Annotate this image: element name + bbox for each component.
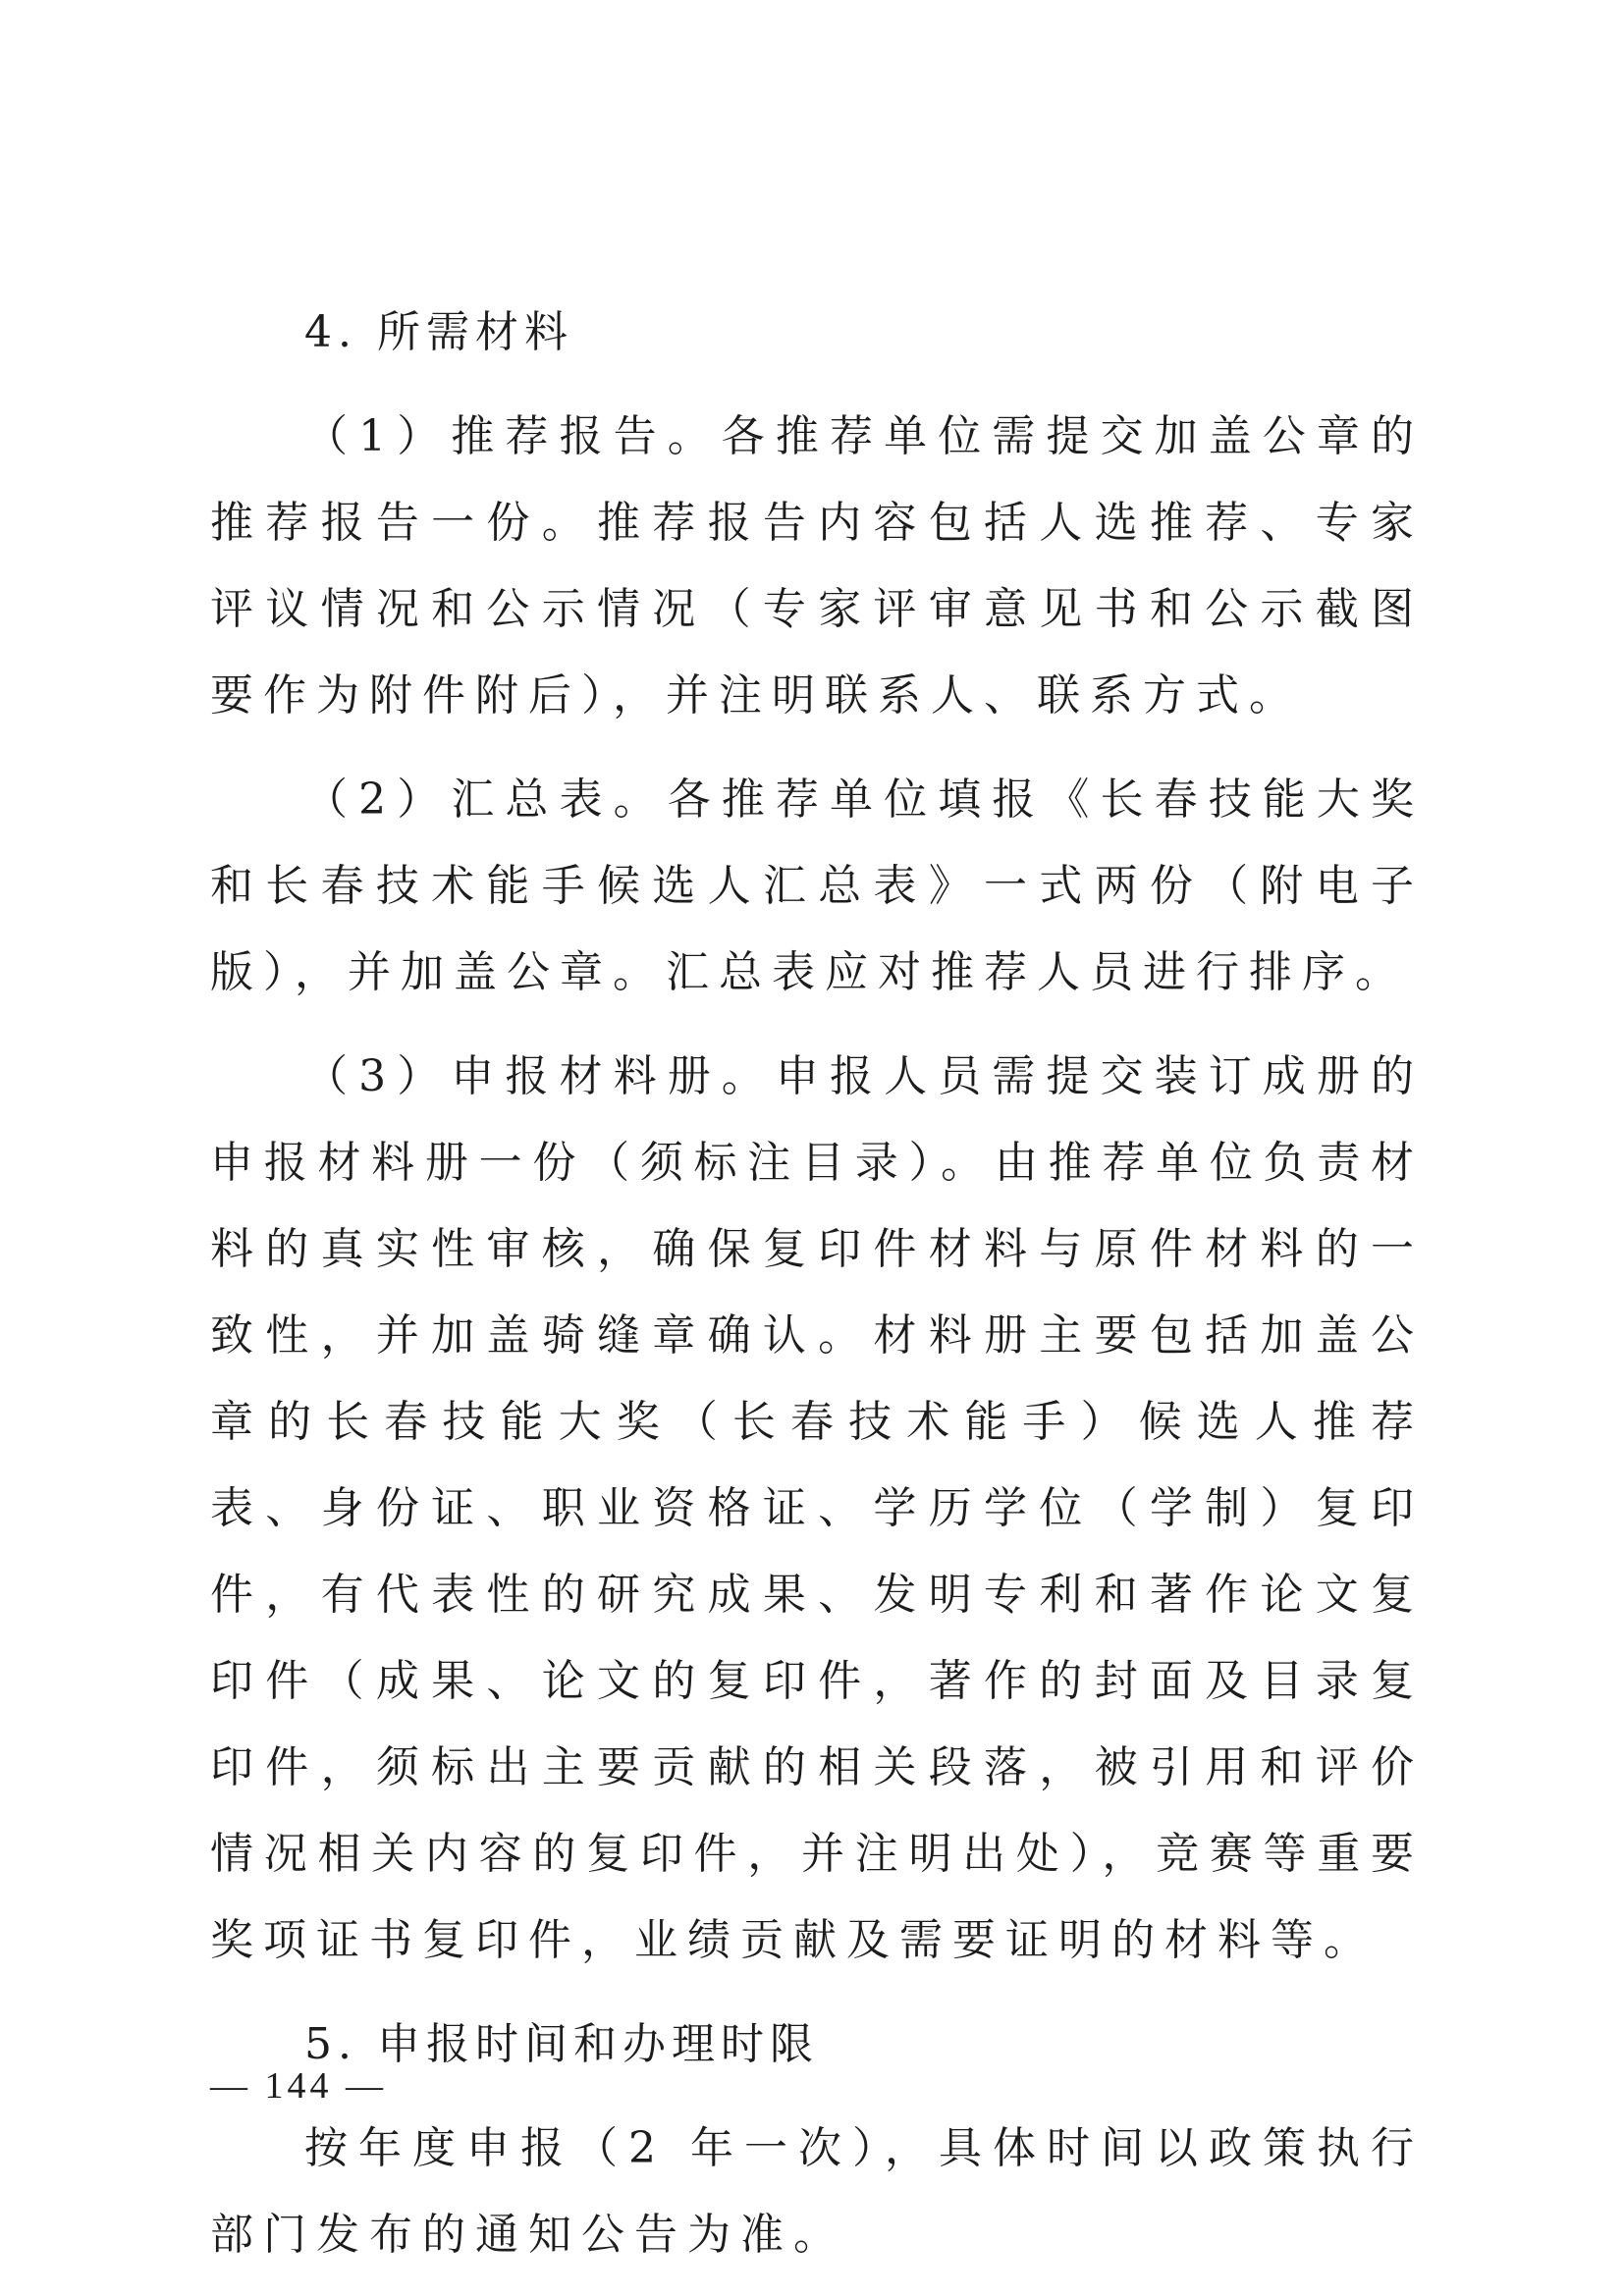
section-heading-application-time: 5. 申报时间和办理时限 [304,2019,819,2069]
document-body [210,290,1424,2296]
paragraph-summary-table: （2）汇总表。各推荐单位填报《长春技能大奖和长春技术能手候选人汇总表》一式两份（附电子版），并加盖公章。汇总表应对推荐人员进行排序。 [210,774,1424,997]
section-heading-required-materials: 4. 所需材料 [304,307,573,357]
paragraph-application-schedule: 按年度申报（2 年一次），具体时间以政策执行部门发布的通知公告为准。 [210,2123,1424,2260]
page-number: — 144 — [210,2065,387,2107]
paragraph-application-materials: （3）申报材料册。申报人员需提交装订成册的申报材料册一份（须标注目录）。由推荐单位负责材料的真实性审核，确保复印件材料与原件材料的一致性，并加盖骑缝章确认。材料册主要包括加盖公章的长春技能大奖（长春技术能手）候选人推荐表、身份证、职业资格证、学历学位（学制）复印件，有代表性的研究成果、发明专利和著作论文复印件（成果、论文的复印件，著作的封面及目录复印件，须标出主要贡献的相关段落，被引用和评价情况相关内容的复印件，并注明出处），竞赛等重要奖项证书复印件，业绩贡献及需要证明的材料等。 [210,1051,1424,1965]
paragraph-recommendation-report: （1）推荐报告。各推荐单位需提交加盖公章的推荐报告一份。推荐报告内容包括人选推荐、专家评议情况和公示情况（专家评审意见书和公示截图要作为附件附后），并注明联系人、联系方式。 [210,411,1424,721]
